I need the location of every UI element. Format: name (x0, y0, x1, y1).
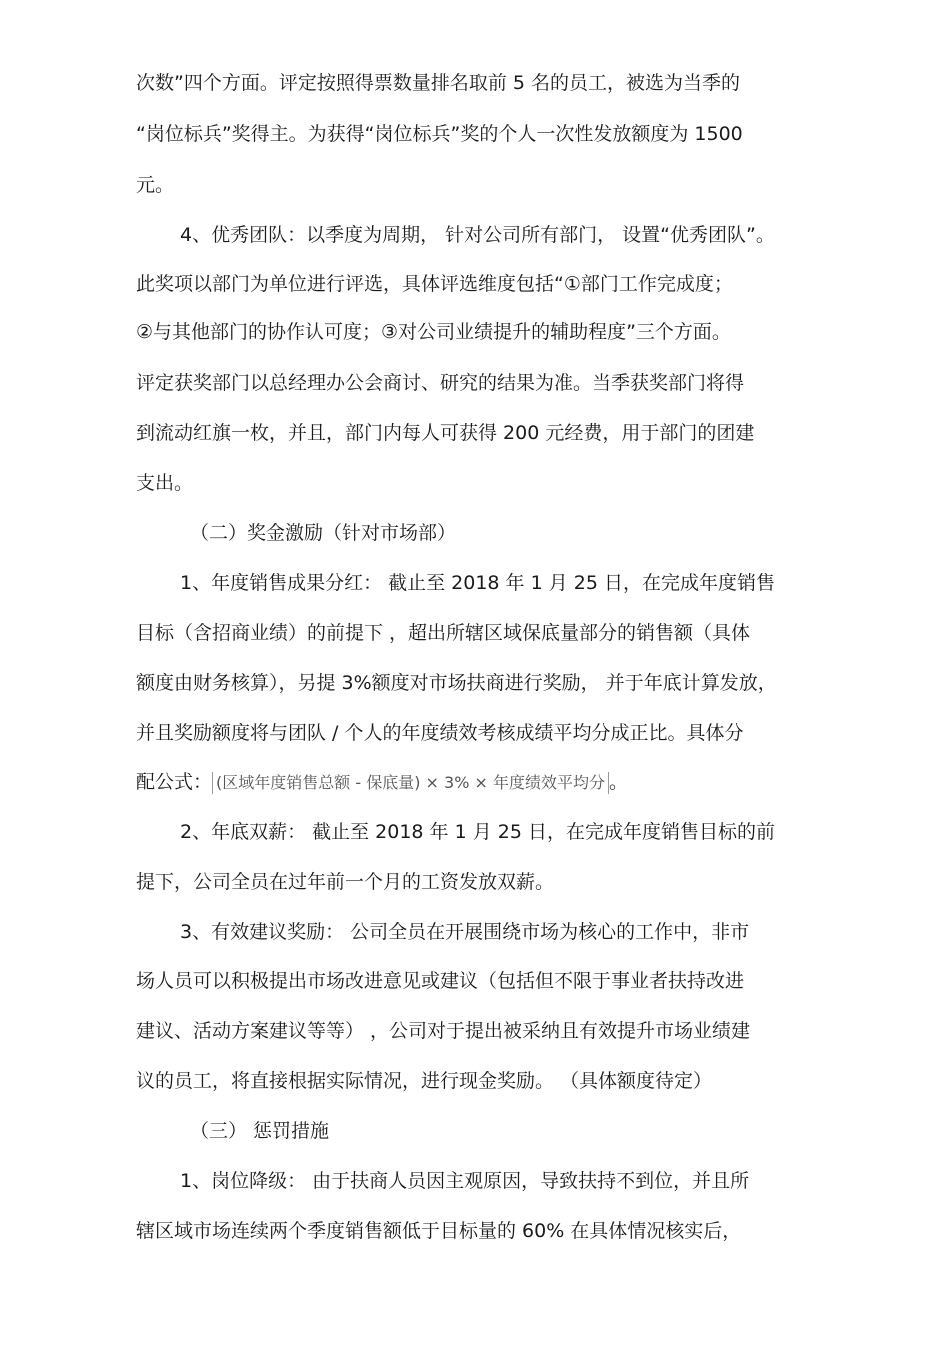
text-line: “岗位标兵”奖得主。为获得“岗位标兵”奖的个人一次性发放额度为 1500 (136, 123, 743, 145)
text-line: 场人员可以积极提出市场改进意见或建议（包括但不限于事业者扶持改进 (136, 970, 745, 992)
text-line: 建议、活动方案建议等等） ，公司对于提出被采纳且有效提升市场业绩建 (136, 1020, 751, 1042)
section-heading: （二）奖金激励（针对市场部） (190, 522, 457, 544)
text-line: 2、年底双薪： 截止至 2018 年 1 月 25 日，在完成年度销售目标的前 (180, 821, 775, 843)
text-line: ②与其他部门的协作认可度；③对公司业绩提升的辅助程度”三个方面。 (136, 321, 731, 343)
text-line: 提下，公司全员在过年前一个月的工资发放双薪。 (136, 871, 555, 893)
text-line: 到流动红旗一枚，并且，部门内每人可获得 200 元经费，用于部门的团建 (136, 422, 755, 444)
text-line: 额度由财务核算），另提 3%额度对市场扶商进行奖励， 并于年底计算发放， (136, 672, 777, 694)
text-line: 评定获奖部门以总经理办公会商讨、研究的结果为准。当季获奖部门将得 (136, 372, 745, 394)
section-heading: （三） 惩罚措施 (190, 1120, 330, 1142)
formula-label: 配公式： (136, 771, 213, 793)
text-line: 3、有效建议奖励： 公司全员在开展围绕市场为核心的工作中，非市 (180, 921, 750, 943)
text-line: 并且奖励额度将与团队 / 个人的年度绩效考核成绩平均分成正比。具体分 (136, 722, 744, 744)
text-line: 次数”四个方面。评定按照得票数量排名取前 5 名的员工，被选为当季的 (136, 72, 741, 94)
formula-suffix: 。 (609, 771, 629, 793)
text-line: 此奖项以部门为单位进行评选，具体评选维度包括“①部门工作完成度； (136, 273, 733, 295)
formula-line (136, 769, 628, 795)
text-line: 支出。 (136, 472, 194, 494)
formula-image: (区域年度销售总额 - 保底量) × 3% × 年度绩效平均分 (212, 772, 609, 794)
text-line: 1、岗位降级： 由于扶商人员因主观原因，导致扶持不到位，并且所 (180, 1170, 750, 1192)
text-line: 目标（含招商业绩）的前提下 ，超出所辖区域保底量部分的销售额（具体 (136, 622, 751, 644)
text-line: 辖区域市场连续两个季度销售额低于目标量的 60% 在具体情况核实后， (136, 1220, 742, 1242)
text-line: 议的员工，将直接根据实际情况，进行现金奖励。 （具体额度待定） (136, 1070, 713, 1092)
text-line: 4、优秀团队：以季度为周期， 针对公司所有部门， 设置“优秀团队”。 (180, 224, 775, 246)
text-line: 1、年度销售成果分红： 截止至 2018 年 1 月 25 日，在完成年度销售 (180, 572, 775, 594)
text-line: 元。 (136, 174, 175, 196)
